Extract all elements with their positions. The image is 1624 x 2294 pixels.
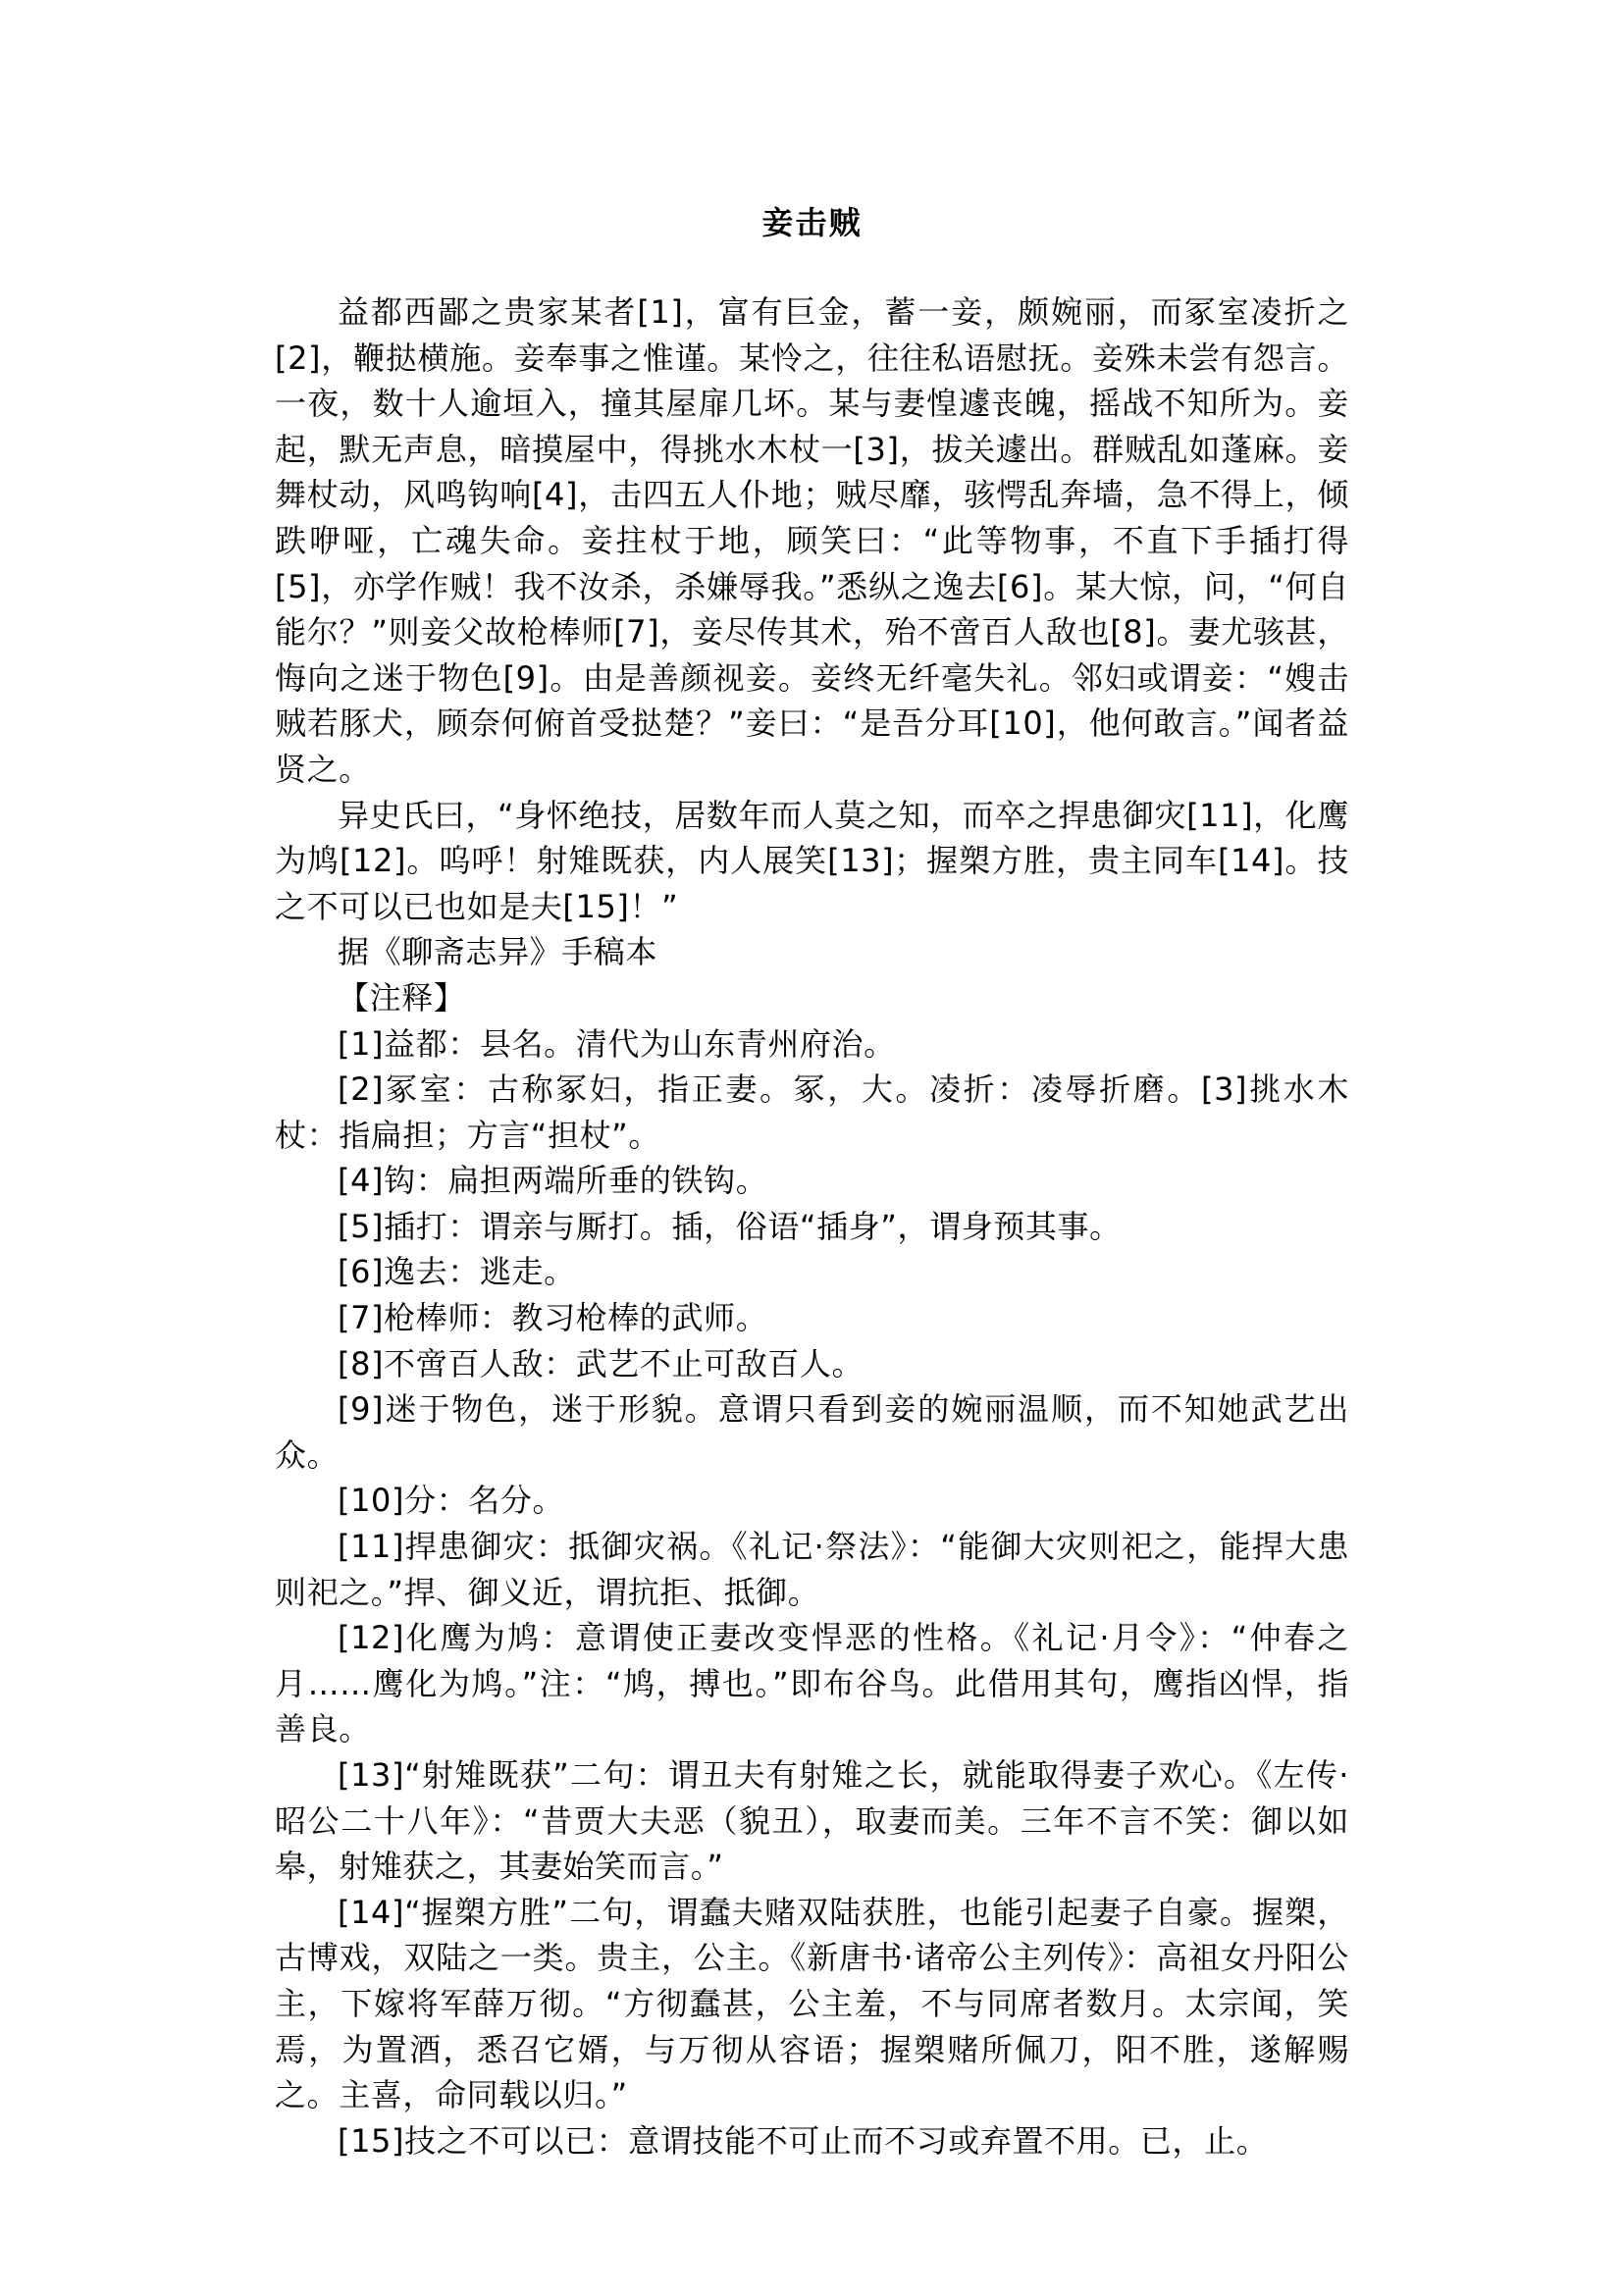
annotations-heading: 【注释】 bbox=[338, 978, 466, 1017]
source-note: 据《聊斋志异》手稿本 bbox=[338, 933, 658, 971]
document-title: 妾击贼 bbox=[761, 204, 863, 241]
annotation-item: [7]枪棒师：教习枪棒的武师。 bbox=[338, 1299, 768, 1337]
annotation-item: [1]益都：县名。清代为山东青州府治。 bbox=[338, 1024, 896, 1063]
annotation-item: [15]技之不可以已：意谓技能不可止而不习或弃置不用。已，止。 bbox=[338, 2121, 1269, 2160]
document-body bbox=[275, 289, 1349, 2164]
annotation-item: [8]不啻百人敌：武艺不止可敌百人。 bbox=[338, 1344, 864, 1382]
annotation-item: [9]迷于物色，迷于形貌。意谓只看到妾的婉丽温顺，而不知她武艺出众。 bbox=[275, 1390, 1349, 1474]
annotation-item: [4]钩：扁担两端所垂的铁钩。 bbox=[338, 1162, 768, 1200]
annotation-item: [11]捍患御灾：抵御灾祸。《礼记·祭法》：“能御大灾则祀之，能捍大患则祀之。”捍、御义近，谓抗拒、抵御。 bbox=[275, 1528, 1349, 1611]
story-paragraph: 益都西鄙之贵家某者[1]，富有巨金，蓄一妾，颇婉丽，而冢室凌折之[2]，鞭挞横施。妾奉事之惟谨。某怜之，往往私语慰抚。妾殊未尝有怨言。一夜，数十人逾垣入，撞其屋扉几坏。某与妻惶遽丧魄，摇战不知所为。妾起，默无声息，暗摸屋中，得挑水木杖一[3]，拔关遽出。群贼乱如蓬麻。妾舞杖动，风鸣钩响[4]，击四五人仆地；贼尽靡，骇愕乱奔墙，急不得上，倾跌咿哑，亡魂失命。妾拄杖于地，顾笑曰：“此等物事，不直下手插打得[5]，亦学作贼！我不汝杀，杀嫌辱我。”悉纵之逸去[6]。某大惊，问，“何自能尔？”则妾父故枪棒师[7]，妾尽传其术，殆不啻百人敌也[8]。妻尤骇甚，悔向之迷于物色[9]。由是善颜视妾。妾终无纤毫失礼。邻妇或谓妾：“嫂击贼若豚犬，顾奈何俯首受挞楚？”妾曰：“是吾分耳[10]，他何敢言。”闻者益贤之。 bbox=[275, 293, 1349, 788]
annotation-item: [12]化鹰为鸠：意谓使正妻改变悍恶的性格。《礼记·月令》：“仲春之月……鹰化为鸠。”注：“鸠，搏也。”即布谷鸟。此借用其句，鹰指凶悍，指善良。 bbox=[275, 1619, 1349, 1748]
commentary-paragraph: 异史氏曰，“身怀绝技，居数年而人莫之知，而卒之捍患御灾[11]，化鹰为鸠[12]。呜呼！射雉既获，内人展笑[13]；握槊方胜，贵主同车[14]。技之不可以已也如是夫[15]！” bbox=[275, 796, 1349, 925]
annotation-item: [10]分：名分。 bbox=[338, 1482, 565, 1520]
annotation-item: [6]逸去：逃走。 bbox=[338, 1253, 576, 1291]
annotation-item: [5]插打：谓亲与厮打。插，俗语“插身”，谓身预其事。 bbox=[338, 1207, 1122, 1245]
annotation-item: [2]冢室：古称冢妇，指正妻。冢，大。凌折：凌辱折磨。[3]挑水木杖：指扁担；方言“担杖”。 bbox=[275, 1070, 1349, 1154]
annotation-item: [14]“握槊方胜”二句，谓蠢夫赌双陆获胜，也能引起妻子自豪。握槊，古博戏，双陆之一类。贵主，公主。《新唐书·诸帝公主列传》：高祖女丹阳公主，下嫁将军薛万彻。“方彻蠢甚，公主羞，不与同席者数月。太宗闻，笑焉，为置酒，悉召它婿，与万彻从容语；握槊赌所佩刀，阳不胜，遂解赐之。主喜，命同载以归。” bbox=[275, 1893, 1349, 2114]
annotation-item: [13]“射雉既获”二句：谓丑夫有射雉之长，就能取得妻子欢心。《左传·昭公二十八年》：“昔贾大夫恶（貌丑），取妻而美。三年不言不笑：御以如皋，射雉获之，其妻始笑而言。” bbox=[275, 1756, 1349, 1886]
